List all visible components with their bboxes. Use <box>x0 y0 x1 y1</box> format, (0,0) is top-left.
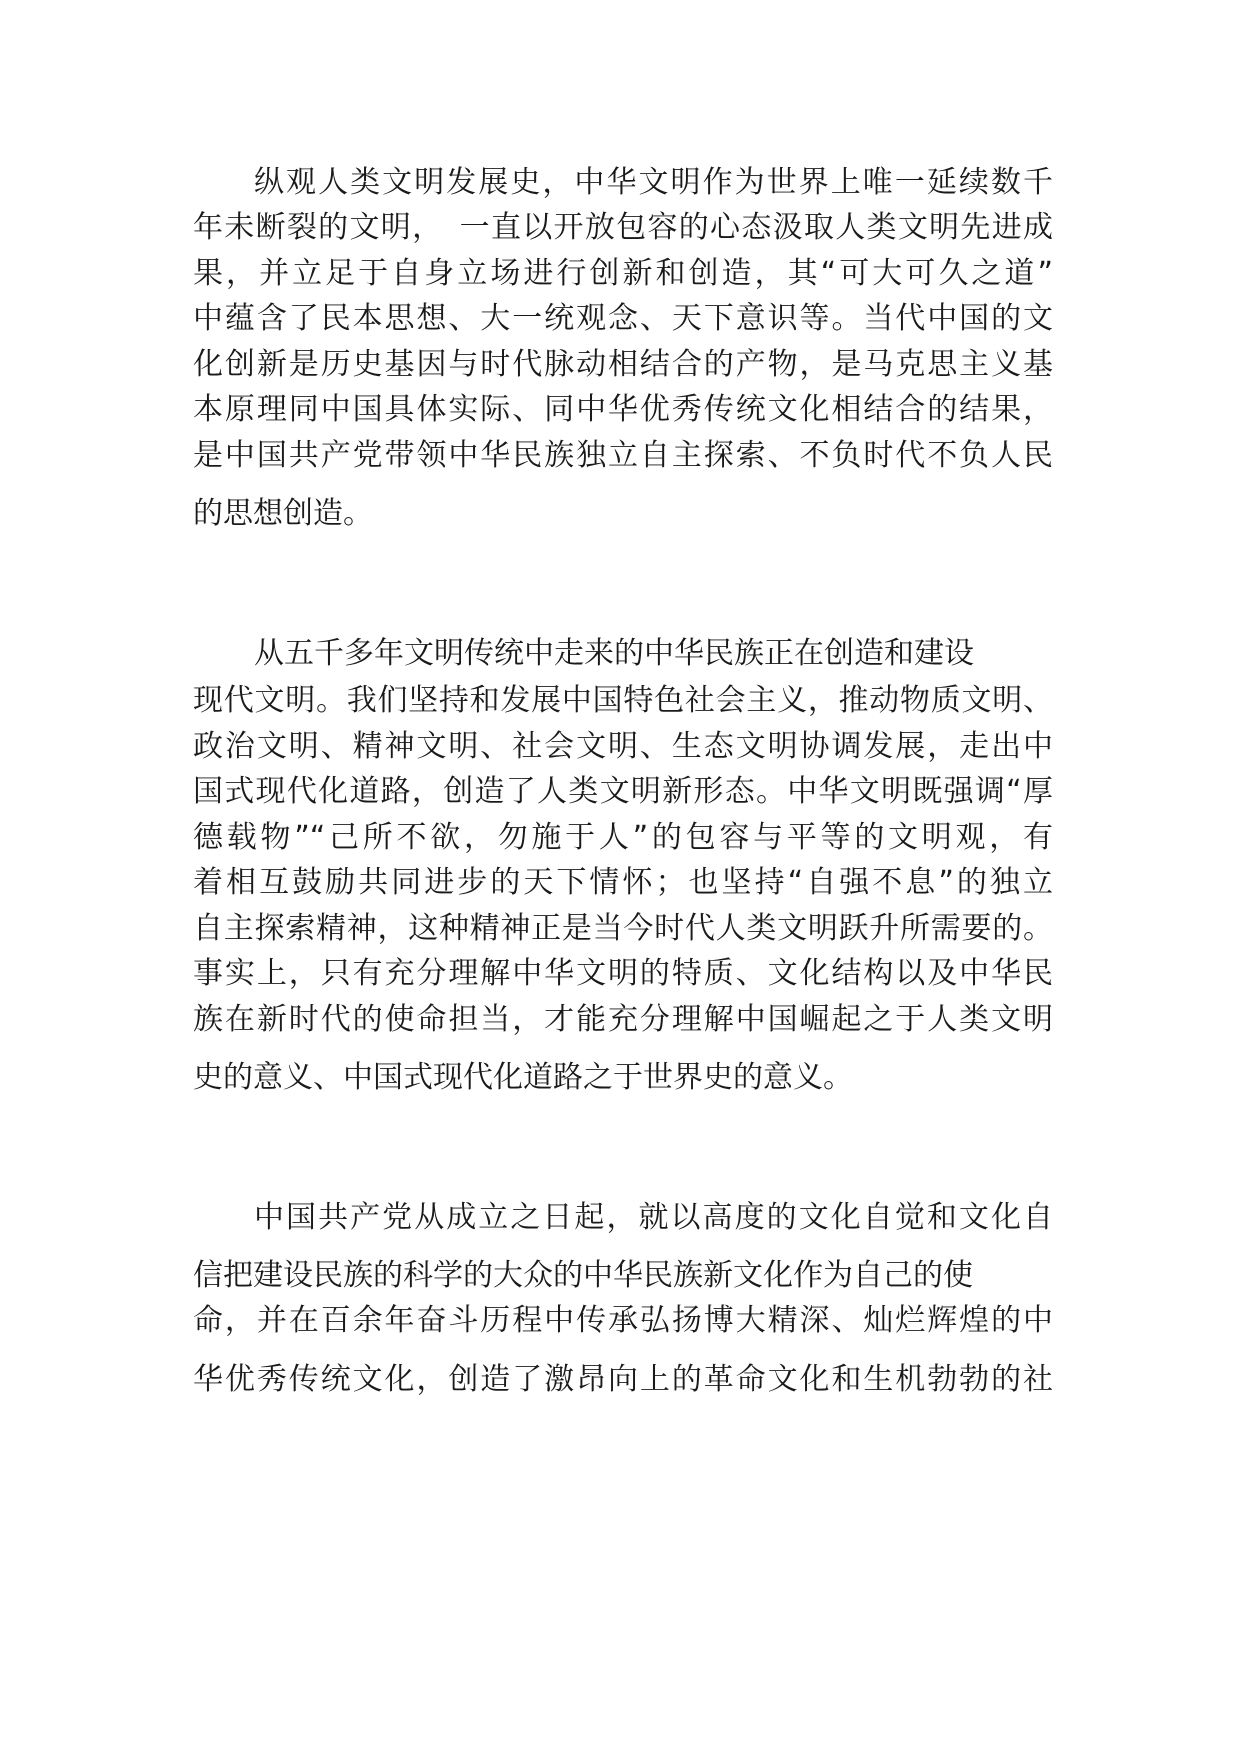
paragraph-1-line-5: 化创新是历史基因与时代脉动相结合的产物，是马克思主义基 <box>193 347 1053 382</box>
paragraph-2-line-2: 现代文明。我们坚持和发展中国特色社会主义，推动物质文明、 <box>193 683 1053 718</box>
paragraph-3-line-2: 信把建设民族的科学的大众的中华民族新文化作为自己的使 <box>193 1258 973 1293</box>
paragraph-3-line-3: 命，并在百余年奋斗历程中传承弘扬博大精深、灿烂辉煌的中 <box>193 1303 1053 1338</box>
paragraph-2-line-7: 自主探索精神，这种精神正是当今时代人类文明跃升所需要的。 <box>193 911 1053 946</box>
paragraph-3-line-4: 华优秀传统文化，创造了激昂向上的革命文化和生机勃勃的社 <box>193 1362 1053 1397</box>
paragraph-1-line-1: 纵观人类文明发展史，中华文明作为世界上唯一延续数千 <box>254 165 1053 200</box>
paragraph-2-line-6: 着相互鼓励共同进步的天下情怀；也坚持“自强不息”的独立 <box>193 865 1053 900</box>
paragraph-2-line-4: 国式现代化道路，创造了人类文明新形态。中华文明既强调“厚 <box>193 774 1053 809</box>
paragraph-1-line-6: 本原理同中国具体实际、同中华优秀传统文化相结合的结果， <box>193 392 1053 427</box>
paragraph-2-line-8: 事实上，只有充分理解中华文明的特质、文化结构以及中华民 <box>193 956 1053 991</box>
paragraph-1-line-4: 中蕴含了民本思想、大一统观念、天下意识等。当代中国的文 <box>193 301 1053 336</box>
paragraph-1-line-3: 果，并立足于自身立场进行创新和创造，其“可大可久之道” <box>193 256 1053 291</box>
paragraph-3-line-1: 中国共产党从成立之日起，就以高度的文化自觉和文化自 <box>254 1200 1053 1235</box>
paragraph-1-line-8: 的思想创造。 <box>193 496 373 531</box>
paragraph-2-line-3: 政治文明、精神文明、社会文明、生态文明协调发展，走出中 <box>193 729 1053 764</box>
paragraph-1-line-7: 是中国共产党带领中华民族独立自主探索、不负时代不负人民 <box>193 438 1053 473</box>
paragraph-2-line-5: 德载物”“己所不欲，勿施于人”的包容与平等的文明观，有 <box>193 820 1053 855</box>
paragraph-2-line-9: 族在新时代的使命担当，才能充分理解中国崛起之于人类文明 <box>193 1002 1053 1037</box>
paragraph-1-line-2: 年未断裂的文明， 一直以开放包容的心态汲取人类文明先进成 <box>193 210 1053 245</box>
paragraph-2-line-10: 史的意义、中国式现代化道路之于世界史的意义。 <box>193 1060 853 1095</box>
paragraph-2-line-1: 从五千多年文明传统中走来的中华民族正在创造和建设 <box>254 636 974 671</box>
